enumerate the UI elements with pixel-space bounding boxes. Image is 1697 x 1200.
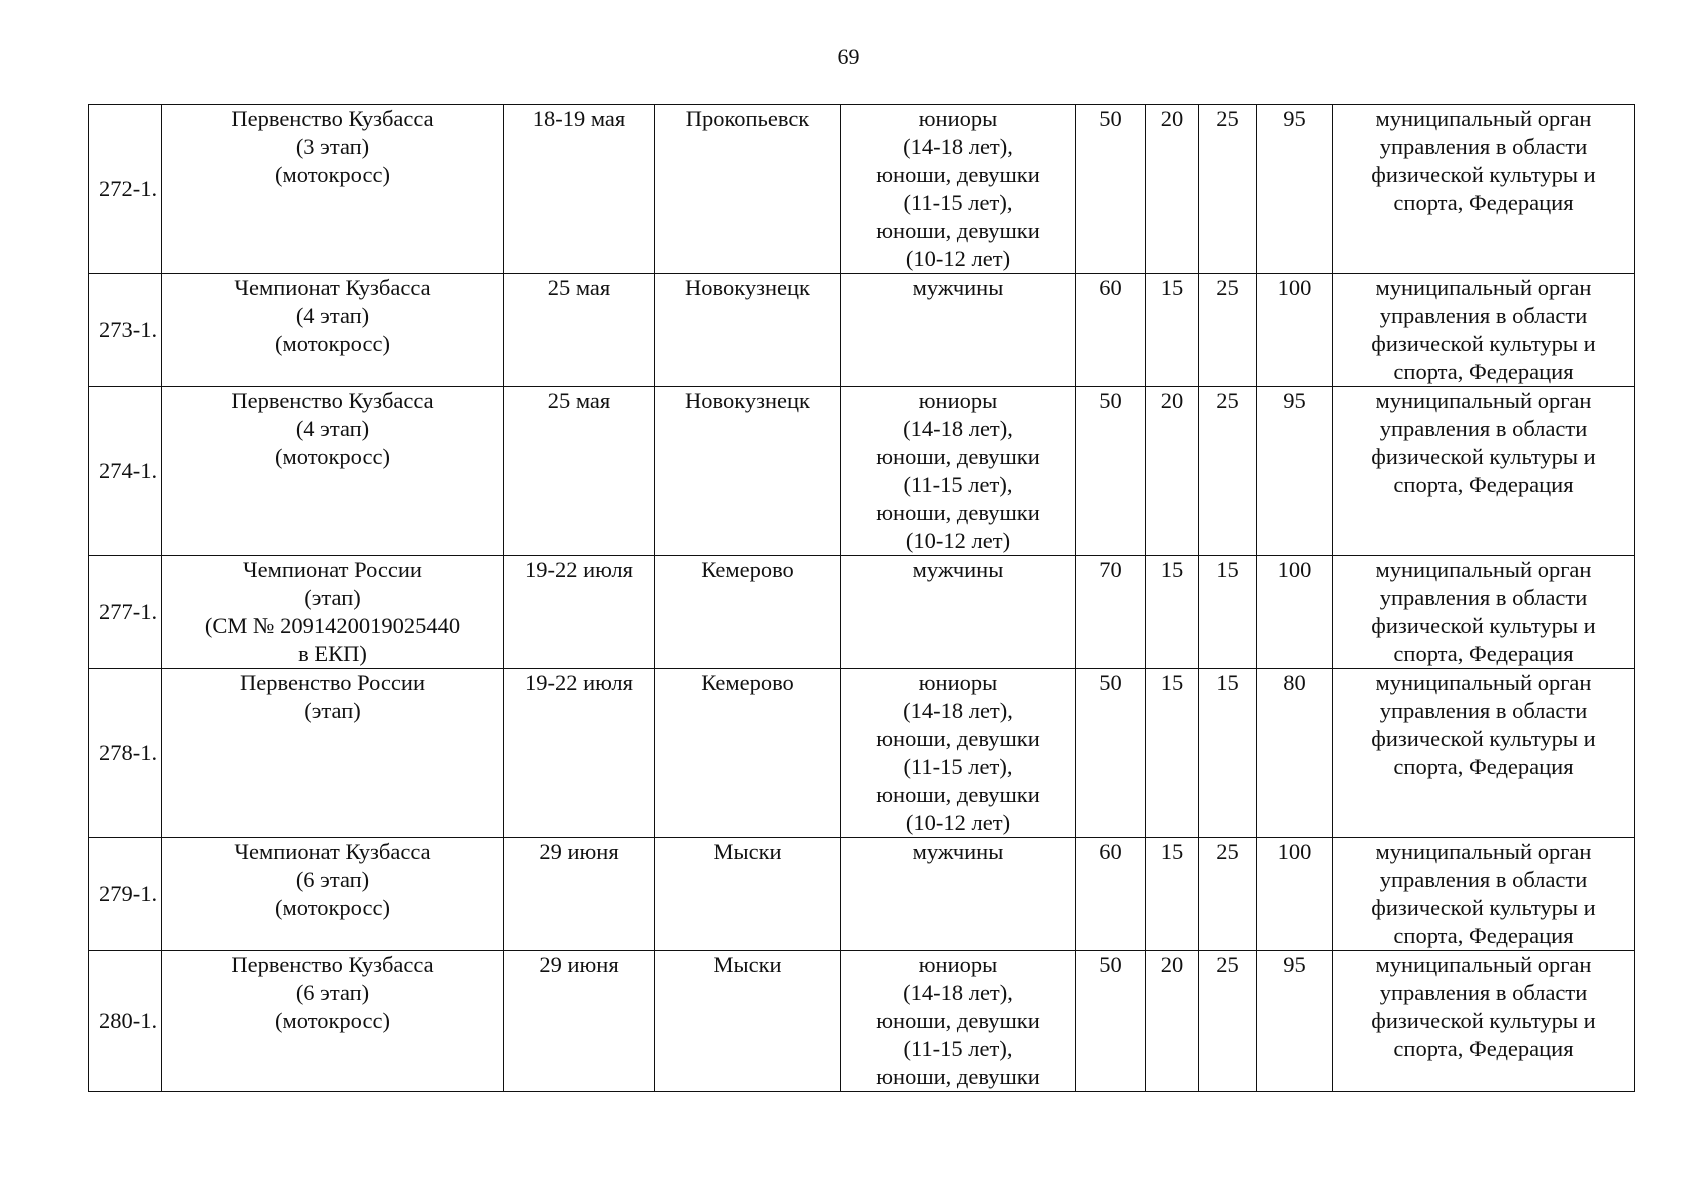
table-row (89, 274, 1635, 387)
event-dates: 29 июня (504, 838, 655, 951)
participants: мужчины (841, 556, 1076, 669)
count-b: 20 (1146, 387, 1199, 556)
count-c: 25 (1199, 387, 1257, 556)
event-name: Первенство Кузбасса (4 этап) (мотокросс) (162, 387, 504, 556)
event-dates: 25 мая (504, 274, 655, 387)
count-c: 15 (1199, 669, 1257, 838)
row-number: 278-1. (89, 669, 162, 838)
table-row (89, 387, 1635, 556)
count-b: 20 (1146, 105, 1199, 274)
row-number: 273-1. (89, 274, 162, 387)
count-c: 25 (1199, 838, 1257, 951)
count-c: 15 (1199, 556, 1257, 669)
event-place: Кемерово (655, 556, 841, 669)
page-number: 69 (837, 44, 860, 69)
count-a: 50 (1076, 105, 1146, 274)
count-a: 50 (1076, 387, 1146, 556)
events-table (88, 104, 1635, 1092)
organizer: муниципальный орган управления в области физической культуры и спорта, Федерация (1333, 838, 1635, 951)
event-name: Чемпионат России (этап) (СМ № 2091420019025440 в ЕКП) (162, 556, 504, 669)
count-c: 25 (1199, 105, 1257, 274)
table-row (89, 951, 1635, 1092)
count-total: 95 (1257, 387, 1333, 556)
event-name: Чемпионат Кузбасса (6 этап) (мотокросс) (162, 838, 504, 951)
participants: мужчины (841, 838, 1076, 951)
event-place: Кемерово (655, 669, 841, 838)
event-name: Первенство России (этап) (162, 669, 504, 838)
count-total: 95 (1257, 105, 1333, 274)
event-dates: 19-22 июля (504, 556, 655, 669)
organizer: муниципальный орган управления в области физической культуры и спорта, Федерация (1333, 951, 1635, 1092)
row-number: 280-1. (89, 951, 162, 1092)
count-a: 50 (1076, 669, 1146, 838)
participants: юниоры (14-18 лет), юноши, девушки (11-15 лет), юноши, девушки (841, 951, 1076, 1092)
count-total: 100 (1257, 838, 1333, 951)
count-b: 15 (1146, 669, 1199, 838)
event-name: Чемпионат Кузбасса (4 этап) (мотокросс) (162, 274, 504, 387)
event-place: Мыски (655, 838, 841, 951)
event-dates: 29 июня (504, 951, 655, 1092)
count-b: 15 (1146, 556, 1199, 669)
count-total: 100 (1257, 556, 1333, 669)
count-a: 60 (1076, 274, 1146, 387)
participants: юниоры (14-18 лет), юноши, девушки (11-15 лет), юноши, девушки (10-12 лет) (841, 669, 1076, 838)
count-b: 15 (1146, 838, 1199, 951)
table-row (89, 838, 1635, 951)
organizer: муниципальный орган управления в области физической культуры и спорта, Федерация (1333, 387, 1635, 556)
count-a: 60 (1076, 838, 1146, 951)
row-number: 274-1. (89, 387, 162, 556)
event-place: Новокузнецк (655, 274, 841, 387)
count-a: 50 (1076, 951, 1146, 1092)
row-number: 277-1. (89, 556, 162, 669)
count-total: 95 (1257, 951, 1333, 1092)
table-row (89, 105, 1635, 274)
count-total: 80 (1257, 669, 1333, 838)
event-place: Прокопьевск (655, 105, 841, 274)
event-name: Первенство Кузбасса (3 этап) (мотокросс) (162, 105, 504, 274)
count-total: 100 (1257, 274, 1333, 387)
event-place: Новокузнецк (655, 387, 841, 556)
count-b: 15 (1146, 274, 1199, 387)
count-b: 20 (1146, 951, 1199, 1092)
participants: юниоры (14-18 лет), юноши, девушки (11-15 лет), юноши, девушки (10-12 лет) (841, 387, 1076, 556)
row-number: 272-1. (89, 105, 162, 274)
participants: юниоры (14-18 лет), юноши, девушки (11-15 лет), юноши, девушки (10-12 лет) (841, 105, 1076, 274)
count-c: 25 (1199, 951, 1257, 1092)
row-number: 279-1. (89, 838, 162, 951)
event-dates: 25 мая (504, 387, 655, 556)
event-dates: 18-19 мая (504, 105, 655, 274)
table-row (89, 556, 1635, 669)
organizer: муниципальный орган управления в области физической культуры и спорта, Федерация (1333, 105, 1635, 274)
table-row (89, 669, 1635, 838)
event-place: Мыски (655, 951, 841, 1092)
count-a: 70 (1076, 556, 1146, 669)
participants: мужчины (841, 274, 1076, 387)
event-name: Первенство Кузбасса (6 этап) (мотокросс) (162, 951, 504, 1092)
organizer: муниципальный орган управления в области физической культуры и спорта, Федерация (1333, 556, 1635, 669)
event-dates: 19-22 июля (504, 669, 655, 838)
organizer: муниципальный орган управления в области физической культуры и спорта, Федерация (1333, 669, 1635, 838)
organizer: муниципальный орган управления в области физической культуры и спорта, Федерация (1333, 274, 1635, 387)
count-c: 25 (1199, 274, 1257, 387)
